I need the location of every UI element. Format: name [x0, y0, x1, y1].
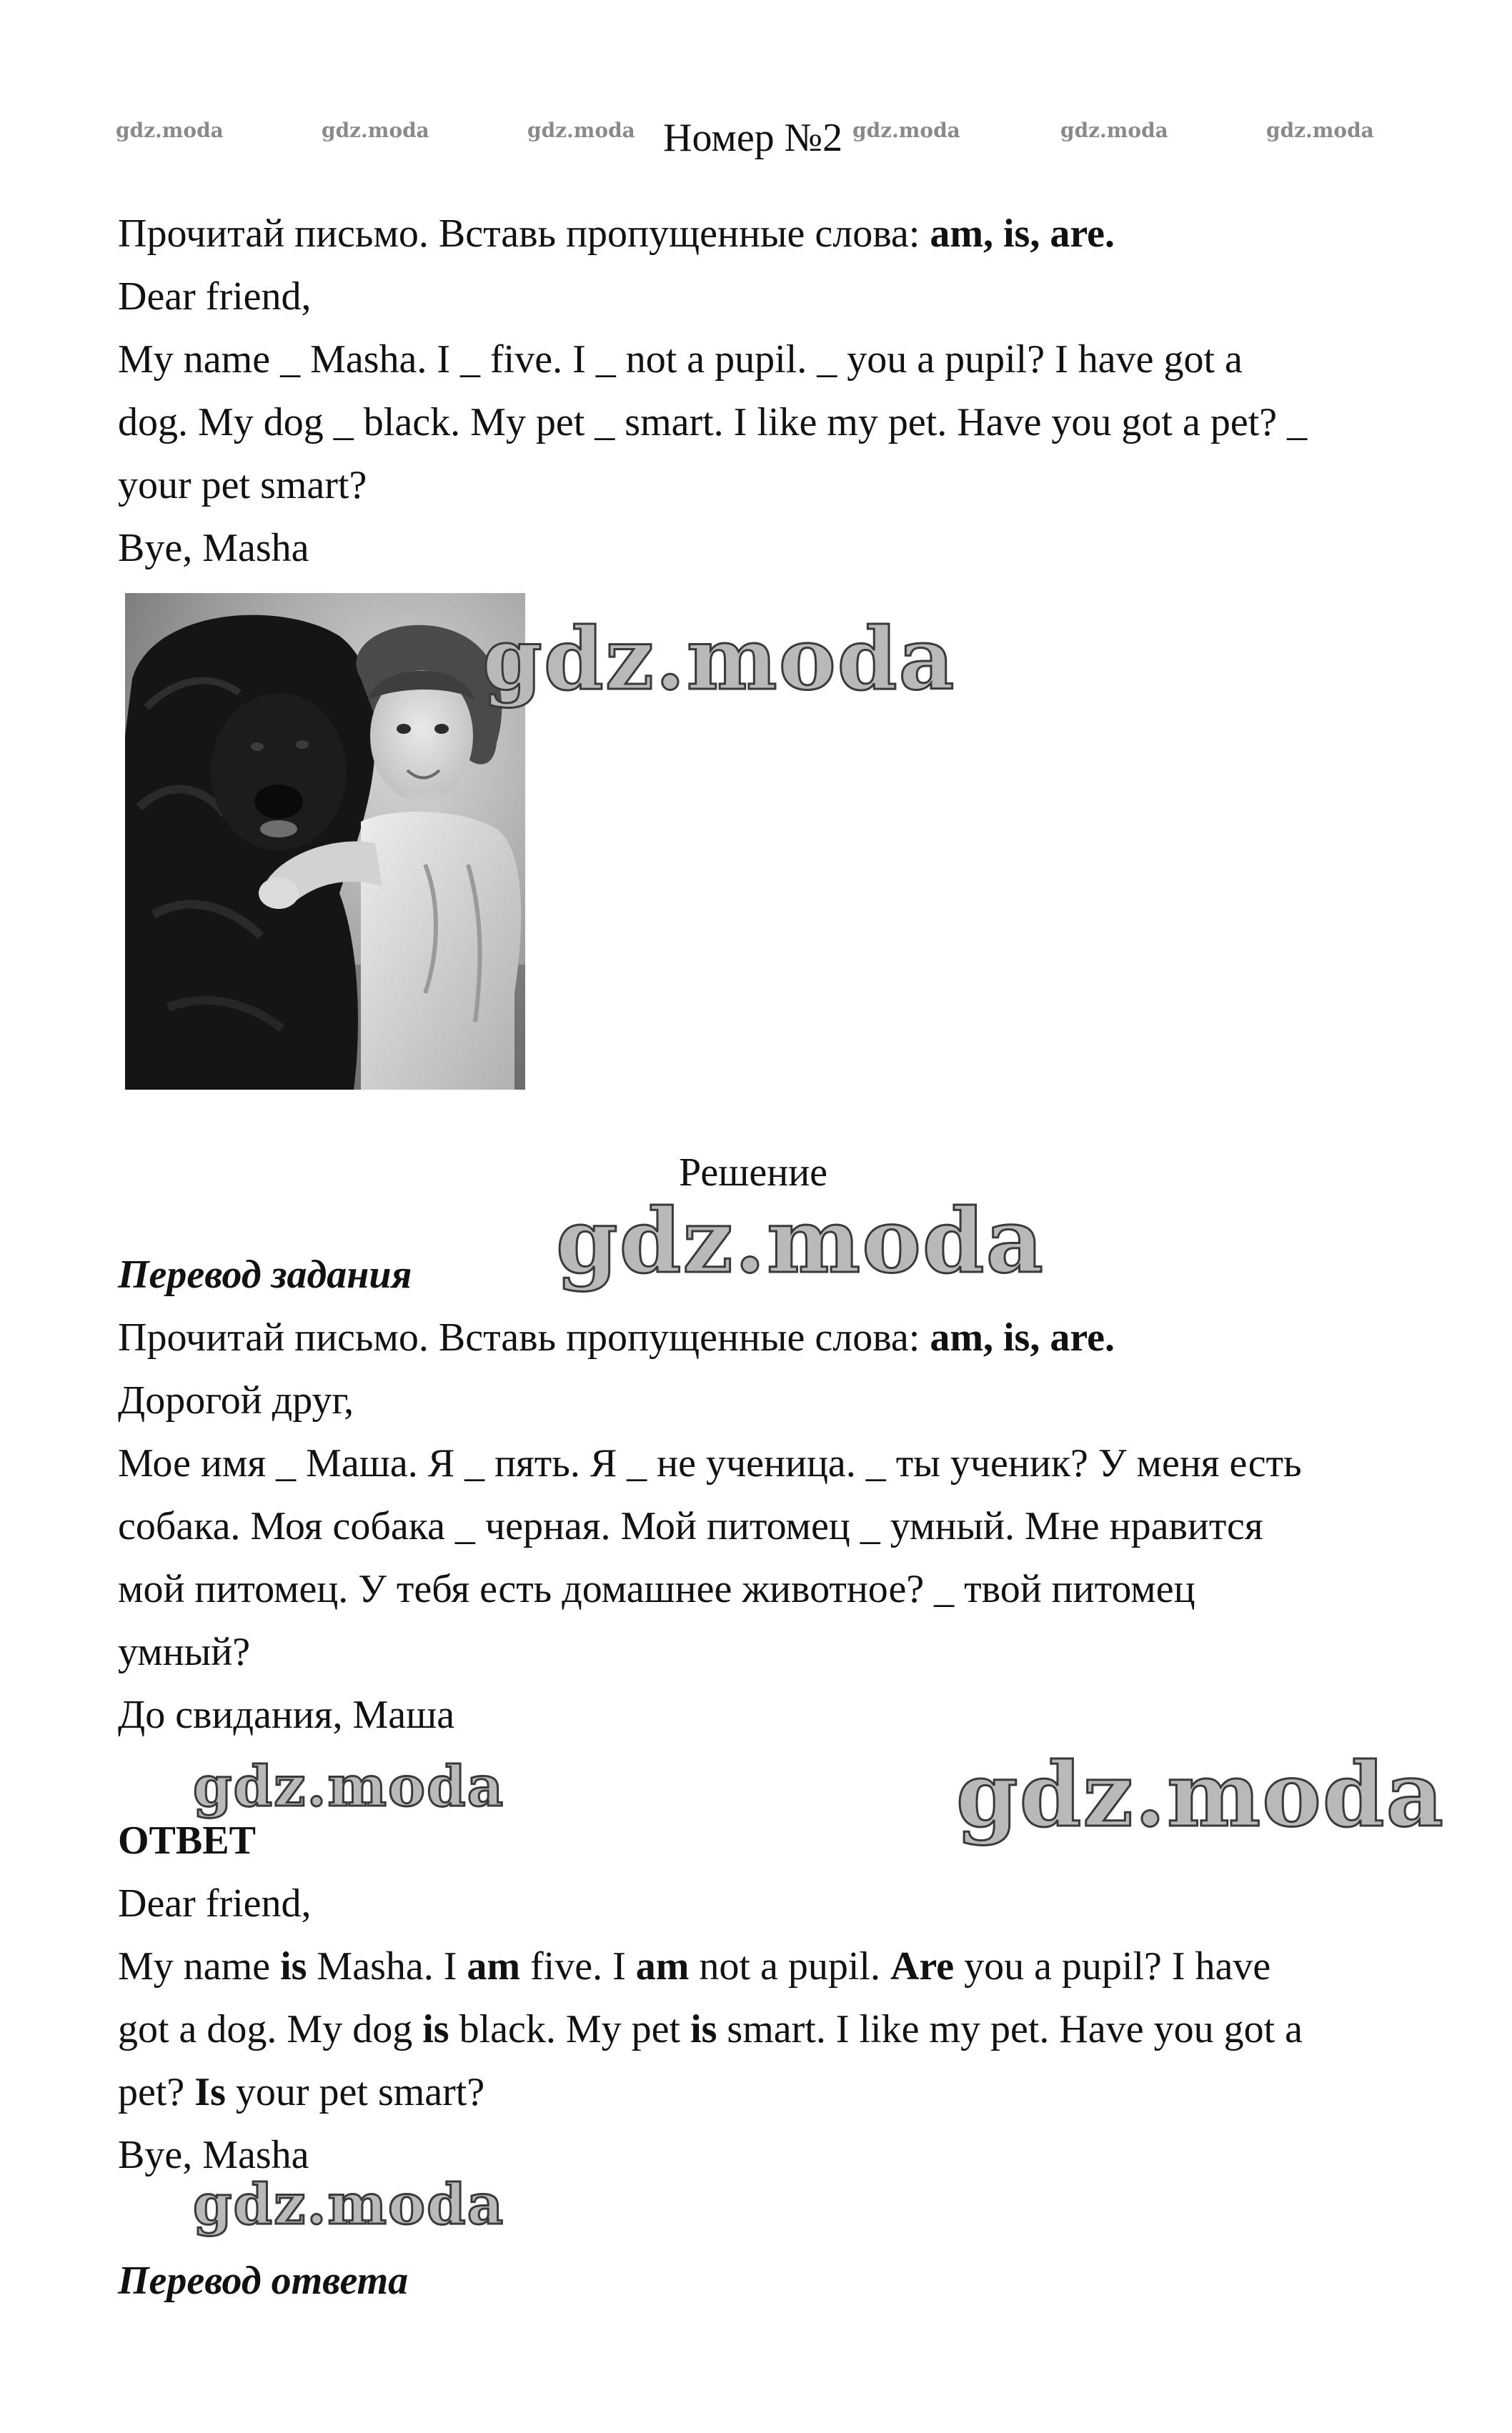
- answer-text: not a pupil.: [689, 1944, 890, 1989]
- answer-greeting: Dear friend,: [118, 1881, 312, 1926]
- answer-signoff: Bye, Masha: [118, 2133, 309, 2177]
- letter-line: your pet smart?: [118, 463, 367, 507]
- watermark-small: gdz.moda: [322, 119, 429, 142]
- watermark-small: gdz.moda: [1060, 119, 1168, 142]
- answer-text: you a pupil? I have: [954, 1944, 1271, 1989]
- answer-text: pet?: [118, 2070, 195, 2114]
- watermark-large: gdz.moda: [482, 609, 956, 710]
- answer-text: My name: [118, 1944, 281, 1989]
- translation-letter-line: Дорогой друг,: [118, 1378, 354, 1423]
- answer-text: Masha. I: [307, 1944, 467, 1989]
- letter-line: Dear friend,: [118, 274, 312, 319]
- girl-with-dog-photo: [125, 593, 525, 1090]
- answer-text: your pet smart?: [225, 2070, 485, 2114]
- answer-text: black. My pet: [449, 2007, 691, 2051]
- translation-instruction: [118, 1306, 1115, 1369]
- translation-instruction-words: am, is, are.: [930, 1315, 1115, 1360]
- answer-inserted-word: is: [690, 2007, 717, 2051]
- watermark-small: gdz.moda: [852, 119, 960, 142]
- task-instruction-text: Прочитай письмо. Вставь пропущенные слова:: [118, 212, 930, 256]
- letter-line: Bye, Masha: [118, 526, 309, 570]
- answer-inserted-word: is: [280, 1944, 307, 1989]
- answer-inserted-word: am: [467, 1944, 521, 1989]
- translation-letter-line: собака. Моя собака _ черная. Мой питомец _ умный. Мне нравится: [118, 1504, 1263, 1548]
- answer-line: [118, 1998, 1303, 2061]
- watermark-small: gdz.moda: [527, 119, 635, 142]
- watermark-small: gdz.moda: [116, 119, 224, 142]
- answer-text: five. I: [520, 1944, 636, 1989]
- watermark-medium: gdz.moda: [193, 2172, 505, 2237]
- answer-inserted-word: Are: [890, 1944, 955, 1989]
- answer-text: smart. I like my pet. Have you got a: [717, 2007, 1303, 2051]
- watermark-medium: gdz.moda: [193, 1754, 505, 1819]
- answer-inserted-word: Is: [194, 2070, 226, 2114]
- letter-line: dog. My dog _ black. My pet _ smart. I like my pet. Have you got a pet? _: [118, 400, 1308, 444]
- translation-letter-line: мой питомец. У тебя есть домашнее животное? _ твой питомец: [118, 1567, 1195, 1611]
- answer-translation-heading: Перевод ответа: [118, 2259, 409, 2303]
- page-title: Номер №2: [663, 116, 843, 160]
- answer-line: [118, 2061, 484, 2124]
- watermark-large: gdz.moda: [956, 1743, 1445, 1847]
- answer-line: [118, 1935, 1270, 1998]
- translation-instruction-text: Прочитай письмо. Вставь пропущенные слова:: [118, 1315, 930, 1360]
- letter-line: My name _ Masha. I _ five. I _ not a pupil. _ you a pupil? I have got a: [118, 337, 1243, 382]
- translation-letter-line: Мое имя _ Маша. Я _ пять. Я _ не ученица. _ ты ученик? У меня есть: [118, 1441, 1302, 1486]
- task-instruction: [118, 202, 1115, 265]
- watermark-small: gdz.moda: [1266, 119, 1374, 142]
- translation-letter-line: умный?: [118, 1630, 251, 1674]
- solution-heading: Решение: [679, 1150, 828, 1195]
- translation-heading: Перевод задания: [118, 1253, 412, 1297]
- translation-letter-line: До свидания, Маша: [118, 1693, 455, 1737]
- task-instruction-words: am, is, are.: [930, 212, 1115, 256]
- answer-heading: ОТВЕТ: [118, 1818, 256, 1863]
- answer-inserted-word: is: [422, 2007, 449, 2051]
- answer-text: got a dog. My dog: [118, 2007, 423, 2051]
- watermark-large: gdz.moda: [556, 1190, 1045, 1293]
- answer-inserted-word: am: [635, 1944, 690, 1989]
